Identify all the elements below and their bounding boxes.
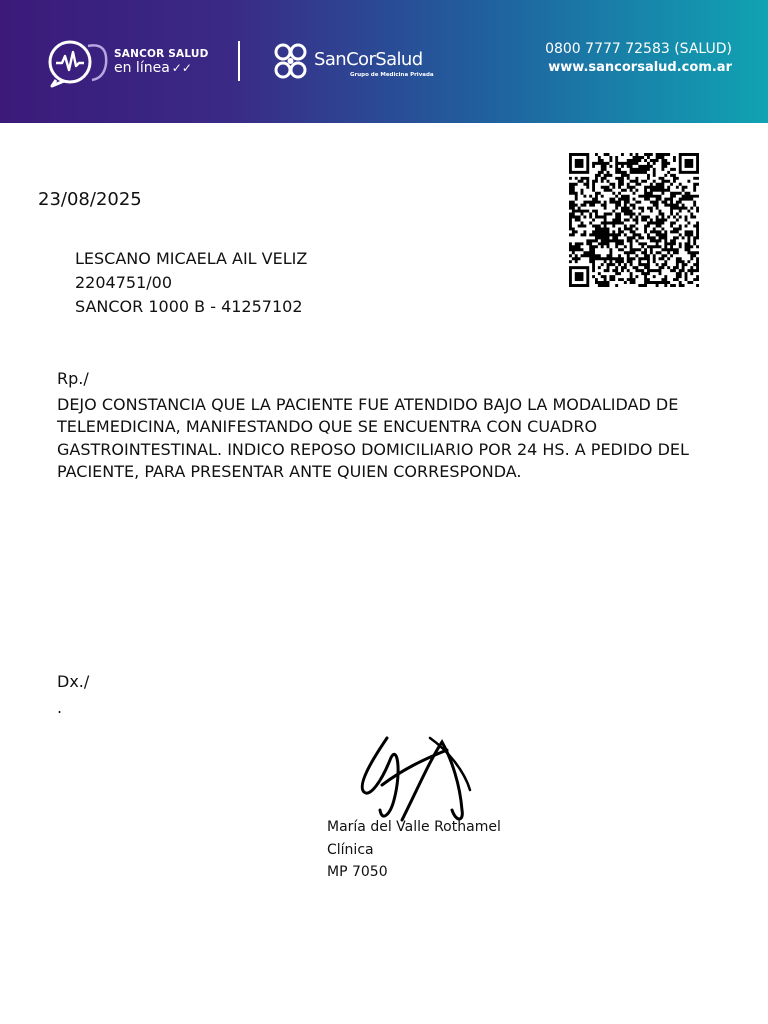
sancor-brand-text: SanCorSalud	[314, 49, 423, 70]
patient-plan: SANCOR 1000 B - 41257102	[75, 297, 303, 316]
doctor-specialty: Clínica	[327, 841, 374, 858]
doctor-signature	[352, 730, 482, 830]
sancor-salud-en-linea-logo	[46, 36, 216, 88]
patient-member-number: 2204751/00	[75, 273, 173, 292]
diagnosis-text: .	[57, 698, 63, 717]
doctor-name: María del Valle Rothamel	[327, 819, 501, 835]
doctor-stamp	[327, 816, 501, 884]
sancor-tagline: Grupo de Medicina Privada	[350, 72, 434, 78]
doctor-license: MP 7050	[327, 864, 388, 880]
prescription-label: Rp./	[57, 369, 89, 388]
qr-code-icon	[569, 153, 699, 287]
prescription-text: DEJO CONSTANCIA QUE LA PACIENTE FUE ATENDIDO BAJO LA MODALIDAD DE TELEMEDICINA, MANIFESTANDO QUE SE ENCUENTRA CON CUADRO GASTROINTESTINAL. INDICO REPOSO DOMICILIARIO POR 24 HS. A PEDIDO DEL PACIENTE, PARA PRESENTAR ANTE QUIEN CORRESPONDA.	[57, 395, 689, 481]
heartbeat-chat-icon	[46, 36, 112, 88]
logo-brand-text: SANCOR SALUD	[114, 48, 209, 60]
patient-name: LESCANO MICAELA AIL VELIZ	[75, 249, 308, 268]
logo-divider	[238, 41, 240, 81]
logo-sub-text: en línea ✓✓	[114, 60, 192, 76]
double-check-icon: ✓✓	[171, 61, 192, 75]
patient-block	[75, 247, 307, 319]
website-link[interactable]: www.sancorsalud.com.ar	[548, 60, 732, 75]
document-date: 23/08/2025	[38, 189, 142, 210]
sancor-rings-icon	[272, 42, 312, 82]
qr-code	[569, 153, 699, 287]
contact-info	[545, 41, 732, 75]
diagnosis-label: Dx./	[57, 672, 90, 691]
letterhead-banner	[0, 0, 768, 123]
phone-number: 0800 7777 72583 (SALUD)	[545, 41, 732, 57]
sancor-salud-logo	[272, 42, 447, 86]
